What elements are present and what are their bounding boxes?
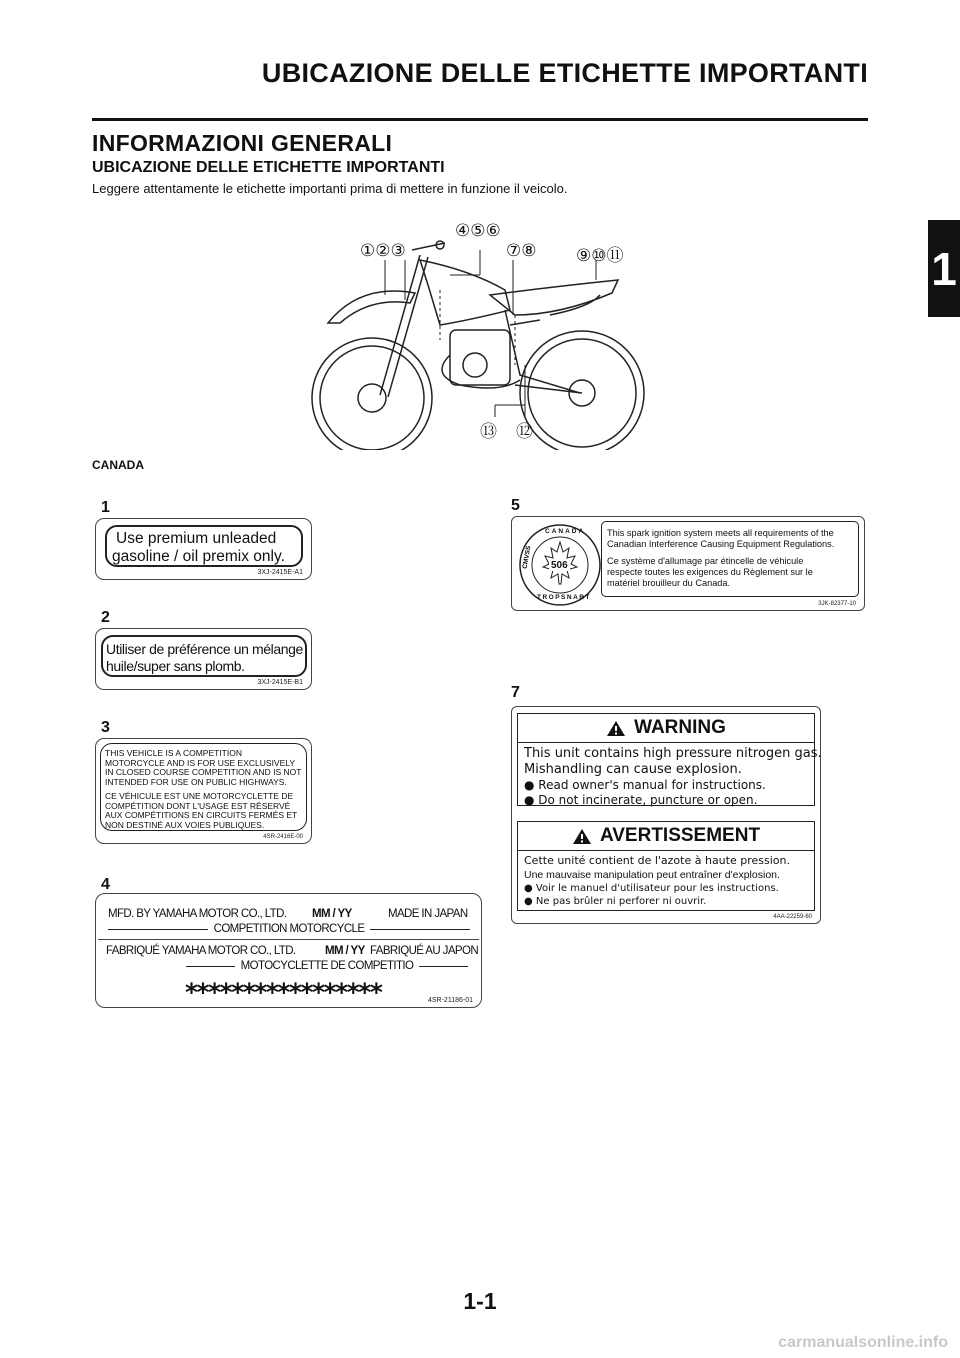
label-2 bbox=[95, 628, 312, 690]
seal-text bbox=[517, 522, 518, 523]
warning-body bbox=[518, 743, 822, 808]
label-3-en-line: INTENDED FOR USE ON PUBLIC HIGHWAYS. bbox=[105, 776, 287, 787]
page-number: 1-1 bbox=[463, 1288, 497, 1314]
label-2-number: 2 bbox=[101, 609, 110, 626]
label-5-part-number: 3JK-82377-10 bbox=[818, 601, 856, 607]
label-5-fr-line: matériel brouilleur du Canada. bbox=[607, 578, 731, 588]
label-5-text-box bbox=[601, 521, 859, 597]
label-4-fab: FABRIQUÉ YAMAHA MOTOR CO., LTD. bbox=[106, 945, 296, 957]
label-3-en-line: IN CLOSED COURSE COMPETITION AND IS NOT bbox=[105, 767, 302, 777]
label-5-en-line: Canadian Interference Causing Equipment Regulations. bbox=[607, 539, 835, 549]
label-3-part-number: 4SR-2416E-00 bbox=[263, 834, 303, 840]
region-label: CANADA bbox=[92, 458, 144, 472]
label-1 bbox=[95, 518, 312, 580]
label-2-line-1: Utiliser de préférence un mélange bbox=[106, 641, 303, 657]
label-2-line-2: huile/super sans plomb. bbox=[106, 658, 245, 674]
label-3-fr-line: AUX COMPÉTITIONS EN CIRCUITS FERMÉS ET bbox=[105, 810, 298, 820]
divider-line bbox=[186, 966, 235, 967]
label-3-en-line: THIS VEHICLE IS A COMPETITION bbox=[105, 748, 242, 758]
subsection-title: UBICAZIONE DELLE ETICHETTE IMPORTANTI bbox=[92, 159, 445, 176]
intro-text: Leggere attentamente le etichette importanti prima di mettere in funzione il veicolo. bbox=[92, 181, 568, 196]
section-title: INFORMAZIONI GENERALI bbox=[92, 130, 393, 156]
header-rule bbox=[92, 118, 868, 121]
callout-1-2-3: ①②③ bbox=[360, 241, 406, 260]
label-4-comp-en-row bbox=[108, 923, 470, 935]
label-3 bbox=[95, 738, 312, 844]
label-4-fab-japon: FABRIQUÉ AU JAPON bbox=[370, 945, 479, 957]
label-5-en-line: This spark ignition system meets all requirements of the bbox=[607, 528, 834, 538]
avertissement-line: Une mauvaise manipulation peut entraîner d'explosion. bbox=[524, 869, 780, 881]
label-4-separator bbox=[98, 939, 479, 940]
avertissement-line: ● Ne pas brûler ni perforer ni ouvrir. bbox=[524, 896, 707, 907]
avertissement-body bbox=[518, 851, 814, 908]
label-7 bbox=[511, 706, 821, 924]
avertissement-line: Cette unité contient de l'azote à haute pression. bbox=[524, 854, 790, 867]
label-5-fr-line: respecte toutes les exigences du Règlement sur le bbox=[607, 567, 813, 577]
seal-tropsnart-text: TROPSNART bbox=[537, 594, 591, 601]
label-3-fr-line: CE VÉHICULE EST UNE MOTORCYCLETTE DE bbox=[105, 791, 294, 801]
label-2-part-number: 3XJ-2415E-B1 bbox=[257, 679, 303, 686]
label-4 bbox=[95, 893, 482, 1008]
label-2-pill bbox=[101, 635, 307, 677]
label-4-number: 4 bbox=[101, 876, 110, 893]
label-3-fr bbox=[105, 792, 297, 830]
label-4-serial-stars: ***************** bbox=[184, 978, 381, 1007]
canada-seal bbox=[517, 522, 603, 608]
label-3-number: 3 bbox=[101, 719, 110, 736]
avertissement-heading bbox=[518, 822, 814, 851]
label-4-mfd: MFD. BY YAMAHA MOTOR CO., LTD. bbox=[108, 908, 287, 920]
avertissement-box bbox=[517, 821, 815, 911]
seal-canada-text: CANADA bbox=[545, 528, 586, 535]
warning-line: ● Do not incinerate, puncture or open. bbox=[524, 793, 758, 807]
warning-box bbox=[517, 713, 822, 807]
chapter-tab: 1 bbox=[928, 220, 960, 317]
label-5 bbox=[511, 516, 865, 611]
label-1-line-2: gasoline / oil premix only. bbox=[112, 548, 285, 565]
callout-12: ⑫ bbox=[516, 422, 533, 441]
divider-line bbox=[370, 929, 470, 930]
warning-triangle-icon bbox=[572, 828, 592, 845]
label-7-part-number: 4AA-22259-60 bbox=[773, 914, 812, 920]
label-5-fr-line: Ce système d'allumage par étincelle de véhicule bbox=[607, 556, 804, 566]
label-3-en-line: MOTORCYCLE AND IS FOR USE EXCLUSIVELY bbox=[105, 757, 296, 768]
label-3-fr-line: COMPÉTITION DONT L'USAGE EST RÉSERVÉ bbox=[105, 800, 291, 811]
seal-number: 506 bbox=[551, 560, 568, 571]
label-3-fr-line: NON DESTINÉ AUX VOIES PUBLIQUES. bbox=[105, 819, 265, 830]
label-4-date-en: MM / YY bbox=[312, 908, 352, 920]
label-1-line-1: Use premium unleaded bbox=[116, 530, 277, 547]
avertissement-title: AVERTISSEMENT bbox=[599, 825, 761, 846]
label-3-pill bbox=[100, 743, 307, 831]
label-7-number: 7 bbox=[511, 684, 520, 701]
callout-7-8: ⑦⑧ bbox=[506, 241, 537, 260]
avertissement-line: ● Voir le manuel d'utilisateur pour les instructions. bbox=[524, 883, 779, 894]
watermark: carmanualsonline.info bbox=[778, 1334, 948, 1351]
label-3-en bbox=[105, 749, 301, 787]
label-4-comp-fr-row bbox=[186, 960, 468, 972]
divider-line bbox=[419, 966, 468, 967]
label-1-pill bbox=[105, 525, 303, 567]
warning-heading bbox=[518, 714, 814, 743]
svg-text:CMVSS: CMVSS bbox=[521, 545, 533, 570]
divider-line bbox=[108, 929, 208, 930]
page-header-title: UBICAZIONE DELLE ETICHETTE IMPORTANTI bbox=[261, 58, 868, 88]
label-1-number: 1 bbox=[101, 499, 110, 516]
label-1-part-number: 3XJ-2415E-A1 bbox=[257, 569, 303, 576]
label-5-number: 5 bbox=[511, 497, 520, 514]
warning-triangle-icon bbox=[606, 720, 626, 737]
warning-line: This unit contains high pressure nitrogen gas. bbox=[524, 746, 822, 761]
motorcycle-diagram bbox=[300, 215, 660, 450]
callout-13: ⑬ bbox=[480, 422, 497, 441]
label-4-made-in: MADE IN JAPAN bbox=[388, 908, 468, 920]
warning-line: Mishandling can cause explosion. bbox=[524, 762, 742, 777]
callout-4-5-6: ④⑤⑥ bbox=[455, 221, 501, 240]
label-4-date-fr: MM / YY bbox=[325, 945, 365, 957]
warning-line: ● Read owner's manual for instructions. bbox=[524, 778, 766, 792]
label-4-part-number: 4SR-21186-01 bbox=[427, 997, 473, 1004]
label-4-comp-en: COMPETITION MOTORCYCLE bbox=[213, 923, 365, 935]
callout-9-10-11: ⑨⑩⑪ bbox=[576, 246, 624, 265]
warning-title: WARNING bbox=[634, 717, 726, 738]
label-4-comp-fr: MOTOCYCLETTE DE COMPETITIO bbox=[240, 960, 414, 972]
